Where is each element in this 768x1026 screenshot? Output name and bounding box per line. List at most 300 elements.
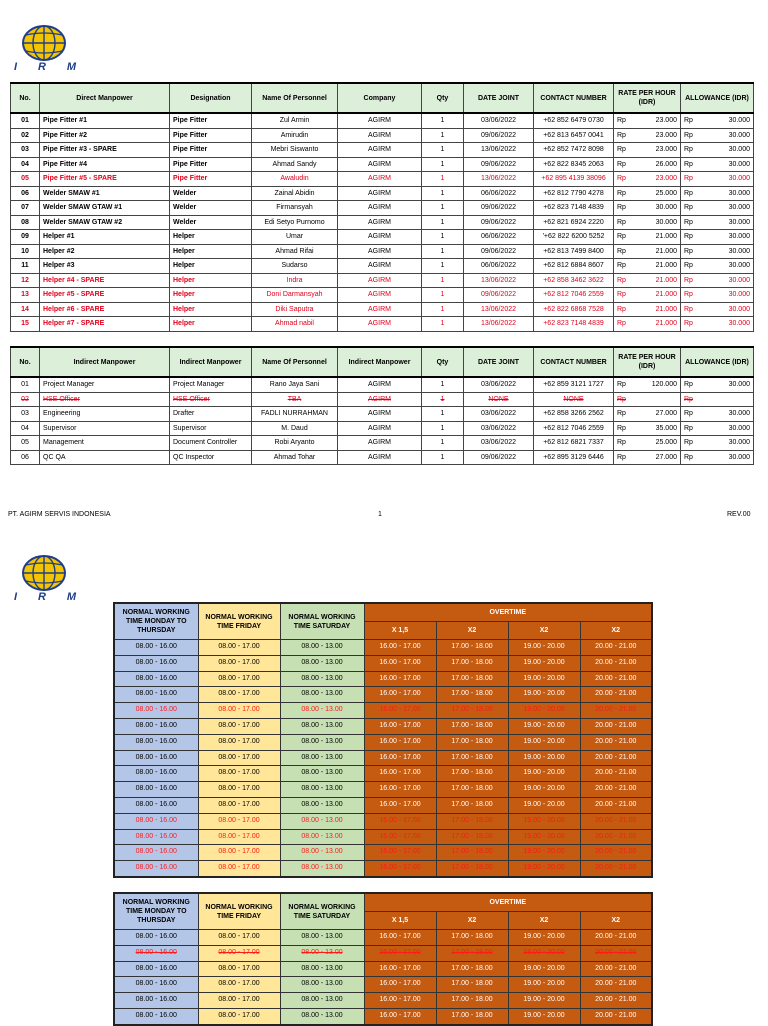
- table-row: [11, 128, 754, 143]
- time-cell: 08.00 - 17.00: [198, 1008, 280, 1024]
- currency-label: Rp: [617, 305, 626, 313]
- time-cell: 19.00 - 20.00: [508, 797, 580, 813]
- time-cell: 08.00 - 13.00: [280, 861, 364, 877]
- cell-date: 09/06/2022: [464, 288, 534, 303]
- cell-designation: Welder: [170, 186, 252, 201]
- col-header-x2: X2: [436, 912, 508, 930]
- time-cell: 08.00 - 16.00: [114, 671, 198, 687]
- cell-date: 13/06/2022: [464, 317, 534, 332]
- time-cell: 17.00 - 18.00: [436, 945, 508, 961]
- time-cell: 08.00 - 16.00: [114, 640, 198, 656]
- cell-no: 02: [11, 128, 40, 143]
- cell-designation: Document Controller: [170, 436, 252, 451]
- time-cell: 20.00 - 21.00: [580, 734, 652, 750]
- cell-qty: 1: [422, 113, 464, 128]
- cell-contact: +62 812 7046 2559: [534, 421, 614, 436]
- amount-value: 30.000: [728, 320, 750, 327]
- cell-no: 05: [11, 436, 40, 451]
- time-cell: 20.00 - 21.00: [580, 655, 652, 671]
- cell-qty: 1: [422, 273, 464, 288]
- table-row: [11, 377, 754, 392]
- column-header: Indirect Manpower: [40, 347, 170, 377]
- amount-value: 21.000: [655, 305, 677, 313]
- cell-contact: +62 895 3129 6446: [534, 450, 614, 465]
- time-cell: 08.00 - 17.00: [198, 687, 280, 703]
- time-cell: 08.00 - 17.00: [198, 703, 280, 719]
- time-cell: 08.00 - 13.00: [280, 782, 364, 798]
- company-logo: [10, 552, 82, 602]
- amount-value: 30.000: [728, 175, 750, 182]
- cell-allow: [681, 186, 754, 201]
- time-cell: 16.00 - 17.00: [364, 797, 436, 813]
- time-cell: 08.00 - 17.00: [198, 766, 280, 782]
- currency-label: Rp: [684, 204, 693, 211]
- cell-manpower: Helper #4 - SPARE: [40, 273, 170, 288]
- time-cell: 17.00 - 18.00: [436, 797, 508, 813]
- cell-qty: 1: [422, 186, 464, 201]
- direct-manpower-table: [10, 82, 754, 332]
- cell-qty: 1: [422, 215, 464, 230]
- cell-contact: +62 812 7790 4278: [534, 186, 614, 201]
- cell-no: 01: [11, 377, 40, 392]
- cell-manpower: Helper #6 - SPARE: [40, 302, 170, 317]
- table-row: [11, 302, 754, 317]
- column-header: Name Of Personnel: [252, 83, 338, 113]
- schedule-row: [114, 797, 652, 813]
- footer-company: PT. AGIRM SERVIS INDONESIA: [8, 511, 111, 518]
- cell-no: 07: [11, 201, 40, 216]
- table-row: [11, 288, 754, 303]
- time-cell: 08.00 - 13.00: [280, 766, 364, 782]
- cell-date: 03/06/2022: [464, 407, 534, 422]
- cell-designation: Pipe Fitter: [170, 113, 252, 128]
- schedule-row: [114, 782, 652, 798]
- table-row: [11, 421, 754, 436]
- amount-value: 21.000: [655, 233, 677, 240]
- time-cell: 20.00 - 21.00: [580, 829, 652, 845]
- schedule-row: [114, 829, 652, 845]
- time-cell: 19.00 - 20.00: [508, 766, 580, 782]
- time-cell: 08.00 - 13.00: [280, 750, 364, 766]
- cell-no: 09: [11, 230, 40, 245]
- time-cell: 08.00 - 13.00: [280, 703, 364, 719]
- time-cell: 17.00 - 18.00: [436, 687, 508, 703]
- col-header-overtime: OVERTIME: [364, 893, 652, 912]
- cell-rate: [614, 317, 681, 332]
- amount-value: 23.000: [655, 131, 677, 139]
- time-cell: 16.00 - 17.00: [364, 829, 436, 845]
- cell-company: AGIRM: [338, 421, 422, 436]
- cell-no: 06: [11, 450, 40, 465]
- cell-date: 09/06/2022: [464, 215, 534, 230]
- cell-date: 09/06/2022: [464, 244, 534, 259]
- cell-qty: 1: [422, 302, 464, 317]
- table-row: [11, 113, 754, 128]
- amount-value: 30.000: [728, 233, 750, 240]
- time-cell: 08.00 - 13.00: [280, 813, 364, 829]
- cell-company: AGIRM: [338, 157, 422, 172]
- cell-allow: [681, 201, 754, 216]
- time-cell: 20.00 - 21.00: [580, 961, 652, 977]
- cell-rate: [614, 143, 681, 158]
- time-cell: 17.00 - 18.00: [436, 977, 508, 993]
- time-cell: 19.00 - 20.00: [508, 671, 580, 687]
- cell-allow: [681, 302, 754, 317]
- cell-company: AGIRM: [338, 317, 422, 332]
- currency-label: Rp: [684, 276, 693, 284]
- time-cell: 17.00 - 18.00: [436, 782, 508, 798]
- cell-no: 13: [11, 288, 40, 303]
- cell-no: 03: [11, 143, 40, 158]
- schedule-row: [114, 993, 652, 1009]
- time-cell: 20.00 - 21.00: [580, 687, 652, 703]
- cell-allow: [681, 377, 754, 392]
- cell-name: Amirudin: [252, 128, 338, 143]
- cell-rate: [614, 407, 681, 422]
- cell-date: 13/06/2022: [464, 302, 534, 317]
- currency-label: Rp: [684, 218, 693, 226]
- amount-value: 21.000: [655, 291, 677, 298]
- column-header: ALLOWANCE (IDR): [681, 83, 754, 113]
- time-cell: 20.00 - 21.00: [580, 861, 652, 877]
- time-cell: 08.00 - 17.00: [198, 671, 280, 687]
- currency-label: Rp: [684, 189, 693, 197]
- cell-qty: 1: [422, 450, 464, 465]
- cell-manpower: HSE Officer: [40, 392, 170, 407]
- cell-no: 02: [11, 392, 40, 407]
- cell-designation: Helper: [170, 259, 252, 274]
- time-cell: 08.00 - 17.00: [198, 993, 280, 1009]
- schedule-row: [114, 703, 652, 719]
- time-cell: 08.00 - 17.00: [198, 845, 280, 861]
- time-cell: 17.00 - 18.00: [436, 861, 508, 877]
- amount-value: 30.000: [728, 276, 750, 284]
- time-cell: 16.00 - 17.00: [364, 930, 436, 946]
- column-header: Name Of Personnel: [252, 347, 338, 377]
- cell-name: Umar: [252, 230, 338, 245]
- amount-value: 30.000: [728, 117, 750, 124]
- cell-company: AGIRM: [338, 377, 422, 392]
- cell-company: AGIRM: [338, 186, 422, 201]
- schedule-row: [114, 930, 652, 946]
- time-cell: 20.00 - 21.00: [580, 977, 652, 993]
- cell-manpower: Helper #5 - SPARE: [40, 288, 170, 303]
- time-cell: 08.00 - 17.00: [198, 961, 280, 977]
- cell-contact: +62 858 3266 2562: [534, 407, 614, 422]
- amount-value: 30.000: [728, 453, 750, 461]
- time-cell: 08.00 - 13.00: [280, 734, 364, 750]
- currency-label: Rp: [684, 305, 693, 313]
- time-cell: 16.00 - 17.00: [364, 703, 436, 719]
- table-row: [11, 244, 754, 259]
- cell-rate: [614, 302, 681, 317]
- footer-revision: REV.00: [727, 511, 751, 518]
- schedule-row: [114, 655, 652, 671]
- time-cell: 20.00 - 21.00: [580, 813, 652, 829]
- currency-label: Rp: [617, 424, 626, 432]
- cell-qty: 1: [422, 244, 464, 259]
- time-cell: 08.00 - 13.00: [280, 993, 364, 1009]
- time-cell: 08.00 - 17.00: [198, 782, 280, 798]
- time-cell: 08.00 - 17.00: [198, 977, 280, 993]
- cell-designation: Drafter: [170, 407, 252, 422]
- cell-manpower: Helper #7 - SPARE: [40, 317, 170, 332]
- amount-value: 30.000: [728, 410, 750, 417]
- time-cell: 19.00 - 20.00: [508, 734, 580, 750]
- currency-label: Rp: [617, 189, 626, 197]
- amount-value: 120.000: [651, 381, 677, 388]
- cell-date: 03/06/2022: [464, 436, 534, 451]
- logo-text: IRM: [14, 61, 76, 72]
- cell-rate: [614, 450, 681, 465]
- amount-value: 21.000: [655, 320, 677, 327]
- amount-value: 21.000: [655, 262, 677, 269]
- cell-name: Sudarso: [252, 259, 338, 274]
- time-cell: 17.00 - 18.00: [436, 845, 508, 861]
- cell-company: AGIRM: [338, 392, 422, 407]
- cell-manpower: Welder SMAW GTAW #2: [40, 215, 170, 230]
- cell-company: AGIRM: [338, 113, 422, 128]
- time-cell: 16.00 - 17.00: [364, 813, 436, 829]
- time-cell: 19.00 - 20.00: [508, 961, 580, 977]
- currency-label: Rp: [617, 439, 626, 446]
- cell-name: Ahmad nabil: [252, 317, 338, 332]
- time-cell: 17.00 - 18.00: [436, 734, 508, 750]
- cell-name: Mebri Siswanto: [252, 143, 338, 158]
- amount-value: 30.000: [728, 189, 750, 197]
- cell-contact: +62 812 6884 8607: [534, 259, 614, 274]
- time-cell: 08.00 - 16.00: [114, 766, 198, 782]
- table-row: [11, 273, 754, 288]
- schedule-row: [114, 734, 652, 750]
- time-cell: 16.00 - 17.00: [364, 861, 436, 877]
- amount-value: 30.000: [728, 439, 750, 446]
- currency-label: Rp: [617, 131, 626, 139]
- cell-contact: +62 895 4139 38096: [534, 172, 614, 187]
- amount-value: 30.000: [728, 424, 750, 432]
- cell-date: 06/06/2022: [464, 259, 534, 274]
- col-header-x2: X2: [508, 622, 580, 640]
- time-cell: 08.00 - 16.00: [114, 961, 198, 977]
- time-cell: 16.00 - 17.00: [364, 734, 436, 750]
- cell-date: 13/06/2022: [464, 143, 534, 158]
- time-cell: 19.00 - 20.00: [508, 829, 580, 845]
- cell-contact: '+62 822 6200 5252: [534, 230, 614, 245]
- cell-qty: 1: [422, 230, 464, 245]
- schedule-row: [114, 718, 652, 734]
- cell-allow: [681, 273, 754, 288]
- cell-date: 13/06/2022: [464, 273, 534, 288]
- time-cell: 19.00 - 20.00: [508, 977, 580, 993]
- time-cell: 08.00 - 13.00: [280, 930, 364, 946]
- time-cell: 19.00 - 20.00: [508, 845, 580, 861]
- cell-qty: 1: [422, 317, 464, 332]
- currency-label: Rp: [684, 424, 693, 432]
- cell-allow: [681, 407, 754, 422]
- time-cell: 08.00 - 16.00: [114, 813, 198, 829]
- currency-label: Rp: [684, 262, 693, 269]
- cell-name: FADLI NURRAHMAN: [252, 407, 338, 422]
- cell-qty: 1: [422, 288, 464, 303]
- column-header: Designation: [170, 83, 252, 113]
- time-cell: 16.00 - 17.00: [364, 655, 436, 671]
- cell-qty: 1: [422, 128, 464, 143]
- cell-company: AGIRM: [338, 201, 422, 216]
- cell-company: AGIRM: [338, 128, 422, 143]
- cell-designation: Helper: [170, 273, 252, 288]
- time-cell: 19.00 - 20.00: [508, 782, 580, 798]
- time-cell: 17.00 - 18.00: [436, 829, 508, 845]
- time-cell: 16.00 - 17.00: [364, 945, 436, 961]
- currency-label: Rp: [684, 146, 693, 153]
- cell-company: AGIRM: [338, 288, 422, 303]
- time-cell: 16.00 - 17.00: [364, 750, 436, 766]
- cell-name: Rano Jaya Sani: [252, 377, 338, 392]
- cell-allow: [681, 113, 754, 128]
- cell-name: Ahmad Sandy: [252, 157, 338, 172]
- cell-allow: [681, 244, 754, 259]
- time-cell: 19.00 - 20.00: [508, 718, 580, 734]
- time-cell: 17.00 - 18.00: [436, 1008, 508, 1024]
- cell-allow: [681, 421, 754, 436]
- time-cell: 08.00 - 17.00: [198, 861, 280, 877]
- time-cell: 08.00 - 13.00: [280, 797, 364, 813]
- time-cell: 20.00 - 21.00: [580, 703, 652, 719]
- cell-name: Zul Armin: [252, 113, 338, 128]
- currency-label: Rp: [684, 291, 693, 298]
- time-cell: 08.00 - 17.00: [198, 718, 280, 734]
- cell-manpower: Helper #3: [40, 259, 170, 274]
- time-cell: 08.00 - 13.00: [280, 945, 364, 961]
- cell-qty: 1: [422, 436, 464, 451]
- table-row: [11, 436, 754, 451]
- time-cell: 08.00 - 16.00: [114, 945, 198, 961]
- cell-allow: [681, 230, 754, 245]
- cell-rate: [614, 113, 681, 128]
- cell-contact: +62 812 7046 2559: [534, 288, 614, 303]
- cell-name: TBA: [252, 392, 338, 407]
- cell-contact: +62 852 7472 8098: [534, 143, 614, 158]
- currency-label: Rp: [684, 381, 693, 388]
- cell-no: 14: [11, 302, 40, 317]
- cell-qty: 1: [422, 392, 464, 407]
- cell-name: Doni Darmansyah: [252, 288, 338, 303]
- time-cell: 16.00 - 17.00: [364, 687, 436, 703]
- time-cell: 08.00 - 13.00: [280, 829, 364, 845]
- column-header: No.: [11, 347, 40, 377]
- col-header-x15: X 1,5: [364, 912, 436, 930]
- time-cell: 08.00 - 13.00: [280, 845, 364, 861]
- amount-value: 30.000: [728, 160, 750, 168]
- amount-value: 23.000: [655, 146, 677, 153]
- cell-contact: +62 812 6821 7337: [534, 436, 614, 451]
- cell-contact: +62 813 6457 0041: [534, 128, 614, 143]
- amount-value: 35.000: [655, 424, 677, 432]
- column-header: Qty: [422, 347, 464, 377]
- cell-allow: [681, 288, 754, 303]
- table-row: [11, 392, 754, 407]
- cell-manpower: Welder SMAW GTAW #1: [40, 201, 170, 216]
- cell-name: Zainal Abidin: [252, 186, 338, 201]
- currency-label: Rp: [617, 410, 626, 417]
- cell-qty: 1: [422, 407, 464, 422]
- time-cell: 08.00 - 16.00: [114, 718, 198, 734]
- cell-name: Firmansyah: [252, 201, 338, 216]
- cell-rate: [614, 273, 681, 288]
- cell-designation: Welder: [170, 201, 252, 216]
- cell-designation: Pipe Fitter: [170, 143, 252, 158]
- time-cell: 08.00 - 17.00: [198, 829, 280, 845]
- time-cell: 08.00 - 17.00: [198, 930, 280, 946]
- schedule-row: [114, 861, 652, 877]
- time-cell: 08.00 - 17.00: [198, 813, 280, 829]
- cell-allow: [681, 392, 754, 407]
- time-cell: 08.00 - 13.00: [280, 977, 364, 993]
- amount-value: 30.000: [728, 305, 750, 313]
- table-row: [11, 230, 754, 245]
- time-cell: 08.00 - 13.00: [280, 961, 364, 977]
- time-cell: 20.00 - 21.00: [580, 930, 652, 946]
- amount-value: 25.000: [655, 439, 677, 446]
- time-cell: 16.00 - 17.00: [364, 718, 436, 734]
- cell-no: 01: [11, 113, 40, 128]
- cell-designation: Pipe Fitter: [170, 172, 252, 187]
- col-header-saturday: NORMAL WORKING TIME SATURDAY: [280, 893, 364, 930]
- schedule-row: [114, 813, 652, 829]
- table-row: [11, 186, 754, 201]
- column-header: DATE JOINT: [464, 83, 534, 113]
- column-header: Company: [338, 83, 422, 113]
- cell-manpower: Project Manager: [40, 377, 170, 392]
- time-cell: 08.00 - 16.00: [114, 861, 198, 877]
- cell-date: 03/06/2022: [464, 377, 534, 392]
- time-cell: 17.00 - 18.00: [436, 961, 508, 977]
- currency-label: Rp: [684, 233, 693, 240]
- time-cell: 16.00 - 17.00: [364, 993, 436, 1009]
- amount-value: 23.000: [655, 175, 677, 182]
- column-header: Direct Manpower: [40, 83, 170, 113]
- amount-value: 30.000: [728, 146, 750, 153]
- cell-designation: QC Inspector: [170, 450, 252, 465]
- schedule-row: [114, 766, 652, 782]
- time-cell: 08.00 - 16.00: [114, 797, 198, 813]
- cell-rate: [614, 244, 681, 259]
- cell-name: Diki Saputra: [252, 302, 338, 317]
- amount-value: 30.000: [655, 218, 677, 226]
- cell-designation: Welder: [170, 215, 252, 230]
- cell-rate: [614, 259, 681, 274]
- currency-label: Rp: [684, 439, 693, 446]
- amount-value: 23.000: [655, 117, 677, 124]
- col-header-x2: X2: [580, 912, 652, 930]
- time-cell: 08.00 - 16.00: [114, 829, 198, 845]
- currency-label: Rp: [617, 381, 626, 388]
- cell-company: AGIRM: [338, 302, 422, 317]
- schedule-row: [114, 1008, 652, 1024]
- cell-no: 04: [11, 157, 40, 172]
- currency-label: Rp: [617, 146, 626, 153]
- cell-name: Indra: [252, 273, 338, 288]
- col-header-friday: NORMAL WORKING TIME FRIDAY: [198, 893, 280, 930]
- cell-manpower: Management: [40, 436, 170, 451]
- currency-label: Rp: [617, 204, 626, 211]
- cell-name: Edi Setyo Purnomo: [252, 215, 338, 230]
- time-cell: 17.00 - 18.00: [436, 655, 508, 671]
- time-cell: 08.00 - 16.00: [114, 930, 198, 946]
- cell-manpower: Pipe Fitter #1: [40, 113, 170, 128]
- time-cell: 08.00 - 16.00: [114, 703, 198, 719]
- time-cell: 20.00 - 21.00: [580, 945, 652, 961]
